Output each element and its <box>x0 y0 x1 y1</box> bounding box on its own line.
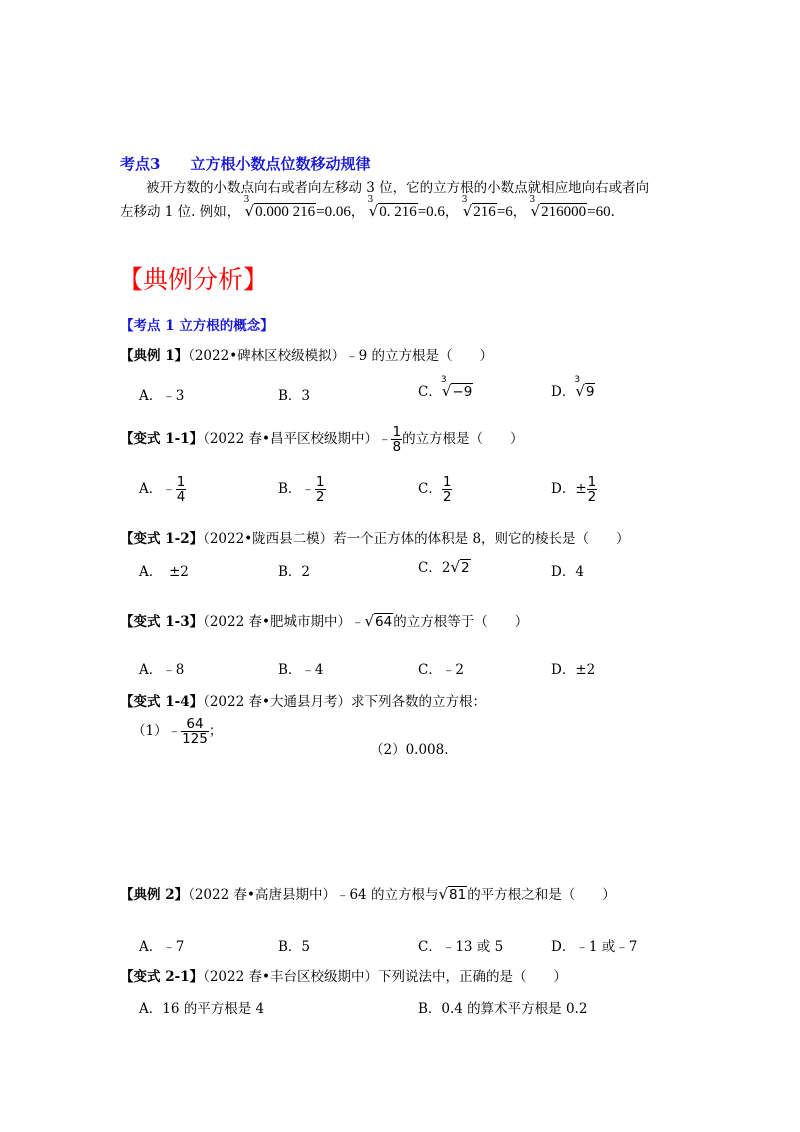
section-heading: 【典例分析】 <box>118 265 269 294</box>
variant-1-3-option-c: C．﹣2 <box>418 662 464 678</box>
question-source: （2022 春•昌平区校级期中） <box>203 431 378 448</box>
question-text: ﹣9 的立方根是（ ） <box>345 348 494 364</box>
example-2-stem: 【典例 2】（2022 春•高唐县期中）﹣64 的立方根与√81的平方根之和是（ ） <box>120 885 616 903</box>
example-1-option-b: B．3 <box>278 388 311 404</box>
denominator: 2 <box>315 489 325 506</box>
question-tag: 【典例 1】 <box>120 348 189 364</box>
root-index: 3 <box>440 375 447 385</box>
root-index: 3 <box>243 195 250 205</box>
variant-1-1-option-b <box>278 475 326 504</box>
example-1-option-d: D． 3 √9 <box>551 375 595 400</box>
point-1-title: 【考点 1 立方根的概念】 <box>120 318 274 334</box>
separator: ， <box>444 204 459 220</box>
cube-root-example-1: 3 √0.000 216 <box>243 195 316 220</box>
result: =0.6 <box>417 204 445 220</box>
variant-2-1-option-b: B．0.4 的算术平方根是 0.2 <box>418 1001 588 1017</box>
line-2-prefix: 左移动 1 位. 例如， <box>120 204 241 220</box>
root-index: 3 <box>461 195 468 205</box>
separator: ， <box>512 204 527 220</box>
variant-2-1-stem <box>120 965 567 985</box>
numerator: 1 <box>176 474 186 490</box>
numerator: 1 <box>315 474 325 490</box>
variant-1-1-option-a <box>139 475 186 504</box>
numerator: 1 <box>392 424 402 440</box>
variant-1-2-option-c: C．2√2 <box>418 558 470 576</box>
question-text: 若一个正方体的体积是 8，则它的棱长是（ ） <box>333 531 630 547</box>
denominator: 125 <box>182 731 208 748</box>
coefficient: 2 <box>441 560 451 576</box>
radicand: 9 <box>585 384 595 400</box>
radicand: 64 <box>375 614 393 630</box>
example-1-option-a: A．﹣3 <box>139 388 185 404</box>
question-text: ﹣64 的立方根与 <box>335 887 439 903</box>
part-label: （1）﹣ <box>132 723 182 740</box>
denominator: 4 <box>176 489 186 506</box>
radicand: 216000 <box>541 204 587 220</box>
question-tag: 【变式 2-1】 <box>120 969 204 985</box>
part-end: ； <box>208 723 223 740</box>
question-tag: 【变式 1-4】 <box>120 694 204 710</box>
example-1-stem <box>120 344 493 364</box>
variant-1-2-option-b: B．2 <box>278 564 311 580</box>
denominator: 8 <box>392 439 402 456</box>
example-2-option-b: B．5 <box>278 939 311 955</box>
variant-1-3-option-a: A．﹣8 <box>139 662 185 678</box>
variant-1-4-stem <box>120 690 486 710</box>
option-label: C． <box>418 384 442 400</box>
result: =6 <box>496 204 513 220</box>
variant-1-3-option-b: B．﹣4 <box>278 662 324 678</box>
question-tag: 【变式 1-3】 <box>120 614 204 630</box>
radicand: 0. 216 <box>379 204 417 220</box>
question-tag: 【变式 1-2】 <box>120 531 204 547</box>
question-tag: 【典例 2】 <box>120 887 189 903</box>
result: =0.06 <box>316 204 351 220</box>
radicand: 81 <box>449 887 467 903</box>
root-index: 3 <box>529 195 536 205</box>
root-index: 3 <box>574 375 581 385</box>
question-source: （2022•碑林区校级模拟） <box>188 348 346 364</box>
fraction <box>391 425 402 454</box>
result: =60 <box>587 204 611 220</box>
separator: ， <box>350 204 365 220</box>
question-text: 的平方根之和是（ ） <box>467 887 616 903</box>
numerator: 1 <box>442 474 452 490</box>
radicand: 216 <box>473 204 496 220</box>
variant-1-4-part-2: （2）0.008. <box>370 742 449 758</box>
numerator: 64 <box>181 717 209 732</box>
question-source: （2022 春•大通县月考） <box>203 694 351 710</box>
question-source: （2022 春•肥城市期中） <box>203 614 351 630</box>
example-2-option-d: D．﹣1 或﹣7 <box>551 939 638 955</box>
variant-1-3-stem: 【变式 1-3】（2022 春•肥城市期中）﹣√64的立方根等于（ ） <box>120 612 529 630</box>
variant-1-2-option-a: A． ±2 <box>139 564 189 580</box>
option-label: C． <box>418 560 442 576</box>
question-source: （2022 春•高唐县期中） <box>188 887 336 903</box>
variant-1-1-option-c <box>418 475 452 504</box>
question-text: 的立方根是（ ） <box>402 431 524 448</box>
denominator: 2 <box>587 489 597 506</box>
section-3-title: 考点3 立方根小数点位数移动规律 <box>120 155 371 173</box>
cube-root-example-4: 3 √216000 <box>529 195 587 220</box>
option-label: A．﹣ <box>139 481 176 498</box>
example-1-option-c: C． 3 √−9 <box>418 375 473 400</box>
option-label: B．﹣ <box>278 481 315 498</box>
minus-sign: ﹣ <box>377 431 392 448</box>
question-source: （2022•陇西县二模） <box>203 531 334 547</box>
radicand: 2 <box>461 560 470 576</box>
option-label: D． <box>551 384 576 400</box>
variant-1-3-option-d: D．±2 <box>551 662 596 678</box>
question-text: 的立方根等于（ ） <box>393 614 529 630</box>
example-2-option-a: A．﹣7 <box>139 939 185 955</box>
option-label: C． <box>418 481 442 498</box>
cube-root-example-2: 3 √0. 216 <box>367 195 417 220</box>
period: . <box>610 204 615 220</box>
option-label: D．± <box>551 481 587 498</box>
denominator: 2 <box>442 489 452 506</box>
radicand: 0.000 216 <box>255 204 316 220</box>
variant-1-2-stem <box>120 527 630 547</box>
variant-2-1-option-a: A．16 的平方根是 4 <box>139 1001 265 1017</box>
radicand: −9 <box>452 384 473 400</box>
question-text: 求下列各数的立方根： <box>350 694 486 710</box>
question-tag: 【变式 1-1】 <box>120 431 204 448</box>
section-3-line-1: 被开方数的小数点向右或者向左移动 3 位，它的立方根的小数点就相应地向右或者向 <box>146 180 650 196</box>
question-source: （2022 春•丰台区校级期中） <box>203 969 378 985</box>
question-text: 下列说法中，正确的是（ ） <box>377 969 567 985</box>
variant-1-2-option-d: D．4 <box>551 564 584 580</box>
variant-1-1-option-d <box>551 475 597 504</box>
minus-sign: ﹣ <box>350 614 365 630</box>
cube-root-example-3: 3 √216 <box>461 195 496 220</box>
section-3-line-2 <box>120 195 615 221</box>
root-index: 3 <box>367 195 374 205</box>
variant-1-1-stem <box>120 425 524 454</box>
variant-1-4-part-1 <box>132 717 222 746</box>
example-2-option-c: C．﹣13 或 5 <box>418 939 504 955</box>
numerator: 1 <box>587 474 597 490</box>
